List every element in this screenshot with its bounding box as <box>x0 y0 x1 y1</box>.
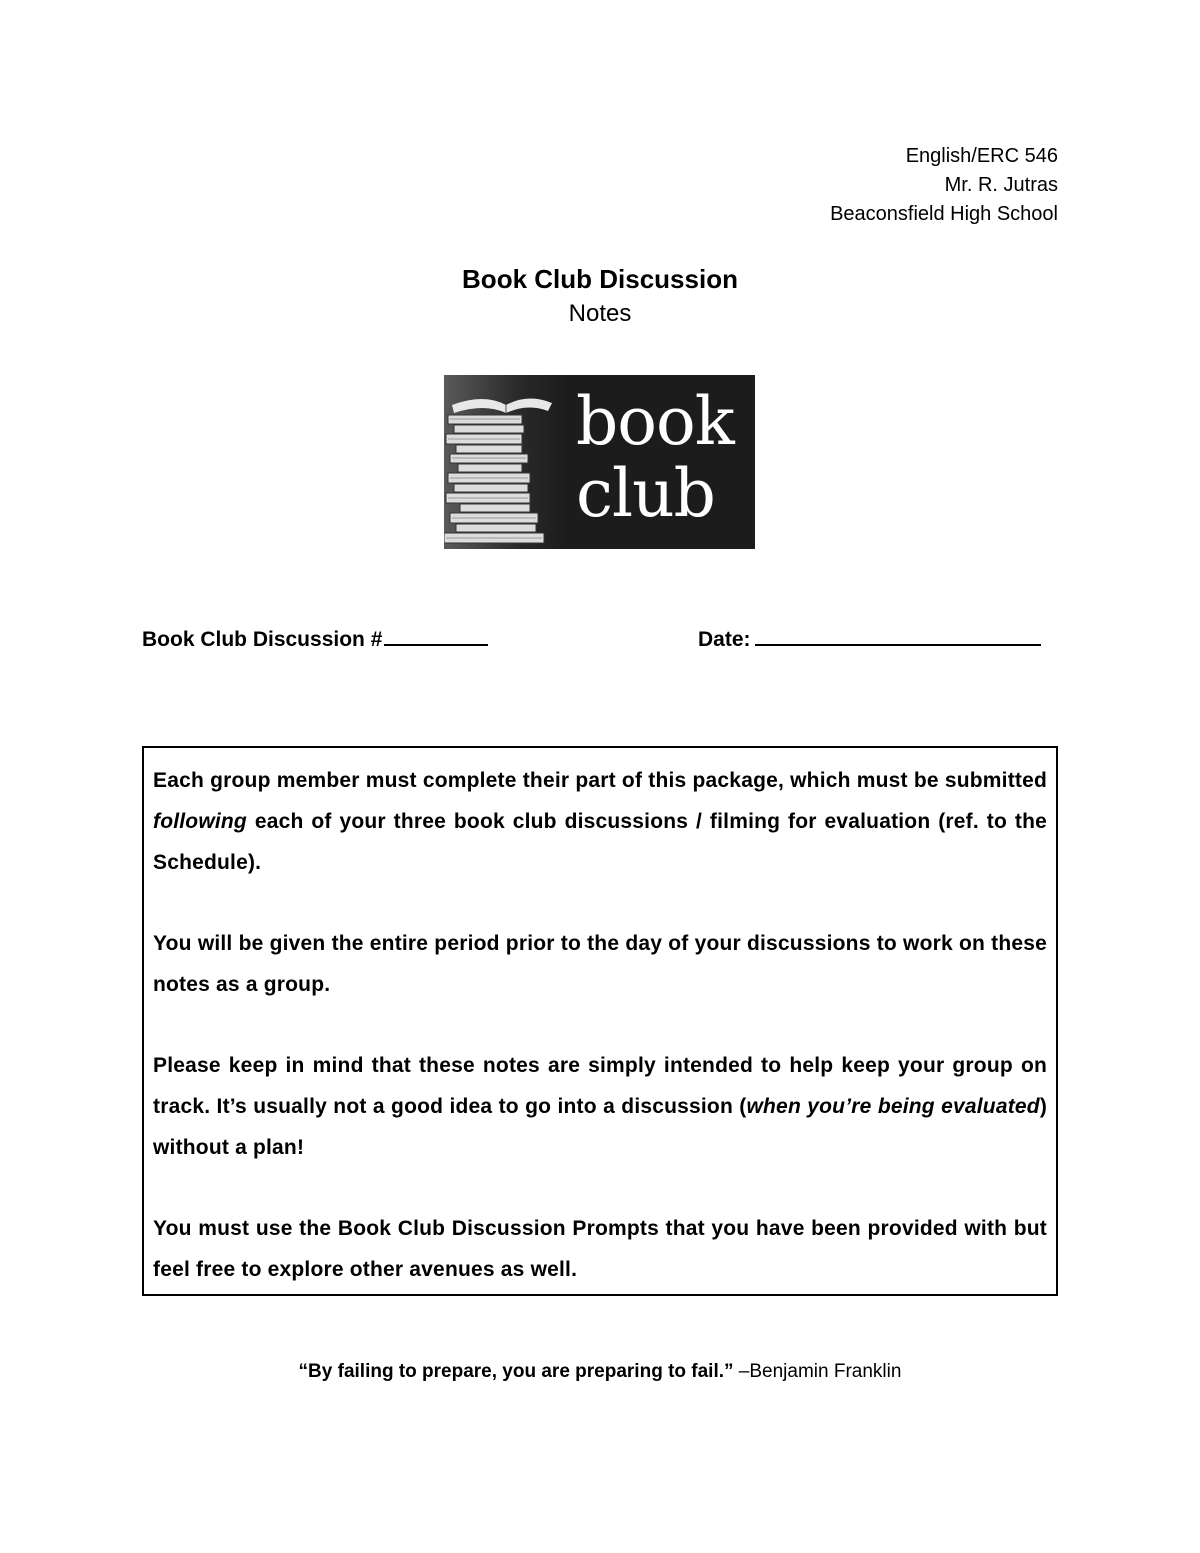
page-subtitle: Notes <box>568 300 632 327</box>
instructions-text: You will be given the entire period prior to the day of your discussions to work on these notes as a group. <box>153 932 1047 996</box>
instructions-text: ) without a plan! <box>153 1095 1048 1159</box>
instructions-paragraph <box>153 1045 1047 1168</box>
school-name: Beaconsfield High School <box>830 203 1058 225</box>
book-club-logo <box>444 375 755 549</box>
instructions-emphasis: following <box>153 810 247 833</box>
teacher-name: Mr. R. Jutras <box>944 174 1058 196</box>
instructions-text: Please keep in mind that these notes are simply intended to help keep your group on track. It’s usually not a good idea to go into a discussion ( <box>153 1054 1047 1118</box>
page-title: Book Club Discussion <box>462 264 738 294</box>
instructions-paragraph <box>153 760 1047 883</box>
discussion-number-blank[interactable] <box>384 624 488 646</box>
instructions-text: Each group member must complete their part of this package, which must be submitted <box>153 769 1047 792</box>
course-header <box>830 142 1058 229</box>
quote-text: “By failing to prepare, you are preparing to fail.” <box>298 1361 734 1382</box>
date-field <box>698 624 1041 652</box>
instructions-emphasis: when you’re being evaluated <box>746 1095 1040 1118</box>
logo-word-club: club <box>576 455 715 532</box>
discussion-number-label: Book Club Discussion # <box>142 628 383 651</box>
instructions-paragraph <box>153 923 1047 1005</box>
discussion-number-field <box>142 624 488 652</box>
instructions-box <box>142 746 1058 1296</box>
instructions-paragraph <box>153 1208 1047 1290</box>
date-blank[interactable] <box>755 624 1041 646</box>
logo-word-book: book <box>576 383 734 460</box>
date-label: Date: <box>698 628 751 651</box>
quote-attribution: –Benjamin Franklin <box>733 1361 902 1382</box>
instructions-text: You must use the Book Club Discussion Prompts that you have been provided with but feel free to explore other avenues as well. <box>153 1217 1047 1281</box>
quote <box>0 1361 1200 1383</box>
instructions-text: each of your three book club discussions / filming for evaluation (ref. to the Schedule). <box>153 810 1047 874</box>
course-name: English/ERC 546 <box>905 145 1058 167</box>
